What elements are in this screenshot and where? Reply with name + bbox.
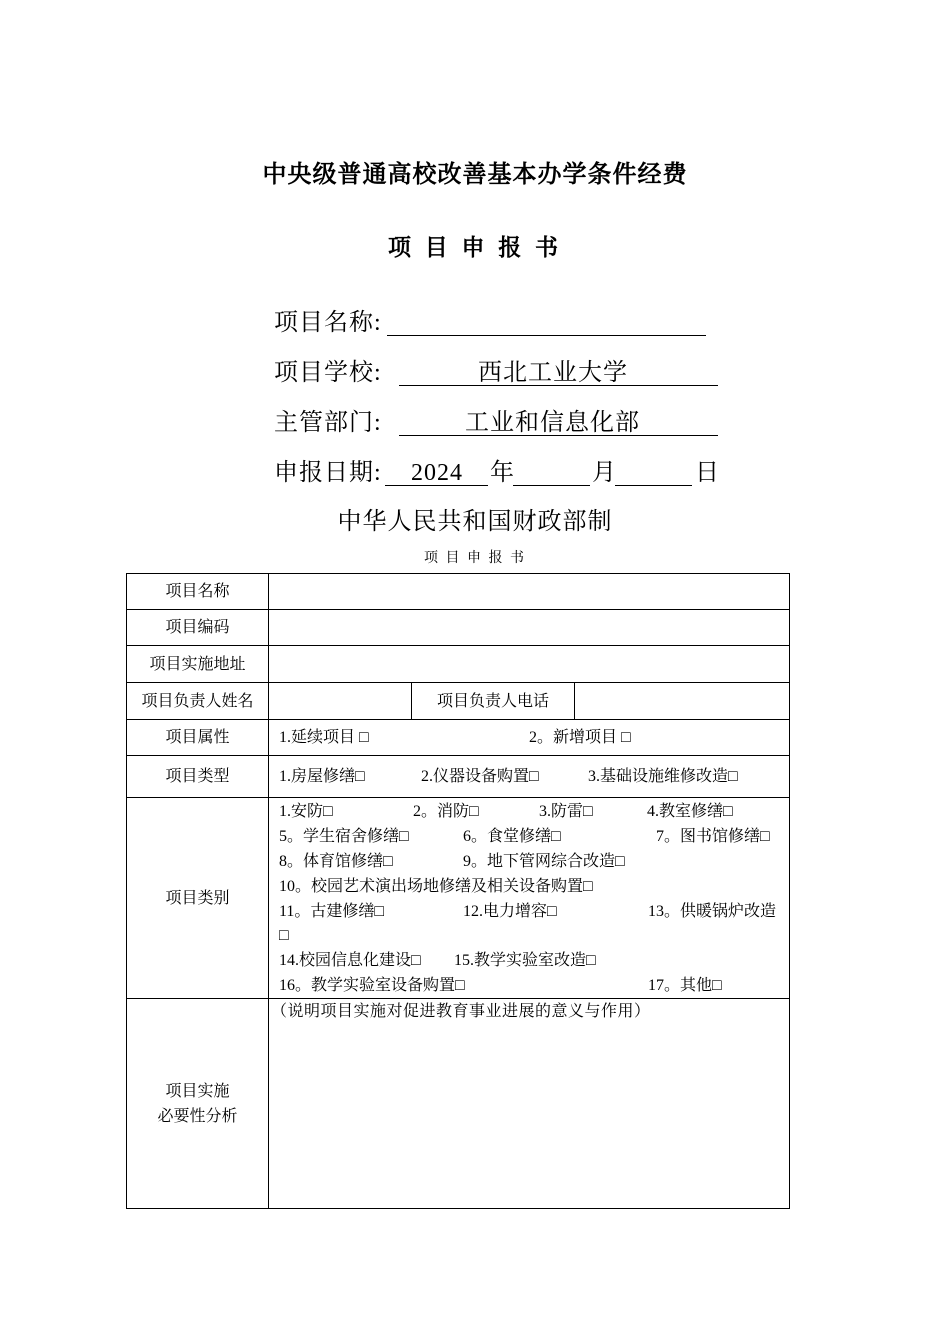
- category-option: 2。消防□: [413, 803, 479, 820]
- document-issuer: 中华人民共和国财政部制: [337, 509, 613, 535]
- project-address-field: [269, 646, 789, 682]
- cover-year-unit: 年: [490, 460, 515, 486]
- project-category-options: [269, 798, 789, 998]
- project-address-label: 项目实施地址: [127, 646, 269, 682]
- cover-school-value: 西北工业大学: [478, 360, 628, 386]
- category-option: 16。教学实验室设备购置□: [279, 977, 465, 994]
- row-project-code: [127, 610, 789, 646]
- cover-project-name-underline: [387, 335, 706, 336]
- row-project-attribute: [127, 720, 789, 756]
- cover-day-underline: [615, 485, 692, 486]
- attribute-option-new: 2。新增项目 □: [529, 729, 631, 746]
- cover-school-label: 项目学校:: [274, 360, 382, 386]
- necessity-label-line-1: 项目实施: [165, 1082, 230, 1100]
- cover-project-name-label: 项目名称:: [274, 310, 382, 336]
- row-project-category: [127, 798, 789, 999]
- necessity-field: [269, 999, 789, 1208]
- cover-day-unit: 日: [695, 460, 720, 486]
- category-option: 3.防雷□: [539, 803, 593, 820]
- project-type-options: [269, 756, 789, 797]
- leader-phone-field: [575, 683, 789, 719]
- category-option: 8。体育馆修缮□: [279, 853, 393, 870]
- cover-department-value: 工业和信息化部: [465, 410, 640, 436]
- necessity-note: （说明项目实施对促进教育事业进展的意义与作用）: [271, 1003, 651, 1020]
- project-name-field: [269, 574, 789, 609]
- category-option: 12.电力增容□: [463, 903, 557, 920]
- row-necessity-analysis: [127, 999, 789, 1208]
- type-option-1: 1.房屋修缮□: [279, 768, 365, 785]
- category-option: 11。古建修缮□: [279, 903, 385, 920]
- necessity-label: [127, 999, 269, 1208]
- category-option: 10。校园艺术演出场地修缮及相关设备购置□: [279, 878, 593, 895]
- row-project-name: [127, 574, 789, 610]
- category-option: 6。食堂修缮□: [463, 828, 561, 845]
- necessity-label-line-2: 必要性分析: [157, 1107, 238, 1125]
- category-option: 13。供暖锅炉改造: [648, 903, 777, 920]
- leader-name-label: 项目负责人姓名: [127, 683, 269, 719]
- category-option: 5。学生宿舍修缮□: [279, 828, 409, 845]
- project-attribute-options: [269, 720, 789, 755]
- project-type-label: 项目类型: [127, 756, 269, 797]
- document-subtitle: 项 目 申 报 书: [388, 235, 562, 260]
- row-project-address: [127, 646, 789, 683]
- category-option-checkbox-wrap: □: [279, 927, 289, 944]
- category-option: 14.校园信息化建设□: [279, 952, 421, 969]
- project-code-label: 项目编码: [127, 610, 269, 645]
- document-title: 中央级普通高校改善基本办学条件经费: [262, 162, 688, 188]
- cover-month-unit: 月: [592, 460, 617, 486]
- category-option: 17。其他□: [648, 977, 722, 994]
- project-name-label: 项目名称: [127, 574, 269, 609]
- type-option-2: 2.仪器设备购置□: [421, 768, 539, 785]
- type-option-3: 3.基础设施维修改造□: [588, 768, 738, 785]
- cover-year-value: 2024: [411, 460, 463, 486]
- attribute-option-continuing: 1.延续项目 □: [279, 729, 369, 746]
- category-option: 9。地下管网综合改造□: [463, 853, 625, 870]
- cover-department-label: 主管部门:: [274, 410, 382, 436]
- application-form-table: [126, 573, 790, 1209]
- category-option: 1.安防□: [279, 803, 333, 820]
- category-option: 4.教室修缮□: [647, 803, 733, 820]
- form-caption: 项 目 申 报 书: [424, 551, 526, 566]
- leader-phone-label: 项目负责人电话: [412, 683, 575, 719]
- project-code-field: [269, 610, 789, 645]
- cover-month-underline: [513, 485, 590, 486]
- project-category-label: 项目类别: [127, 798, 269, 998]
- cover-date-label: 申报日期:: [274, 460, 382, 486]
- row-project-leader: [127, 683, 789, 720]
- project-attribute-label: 项目属性: [127, 720, 269, 755]
- category-option: 7。图书馆修缮□: [656, 828, 770, 845]
- category-option: 15.教学实验室改造□: [454, 952, 596, 969]
- leader-name-field: [269, 683, 412, 719]
- row-project-type: [127, 756, 789, 798]
